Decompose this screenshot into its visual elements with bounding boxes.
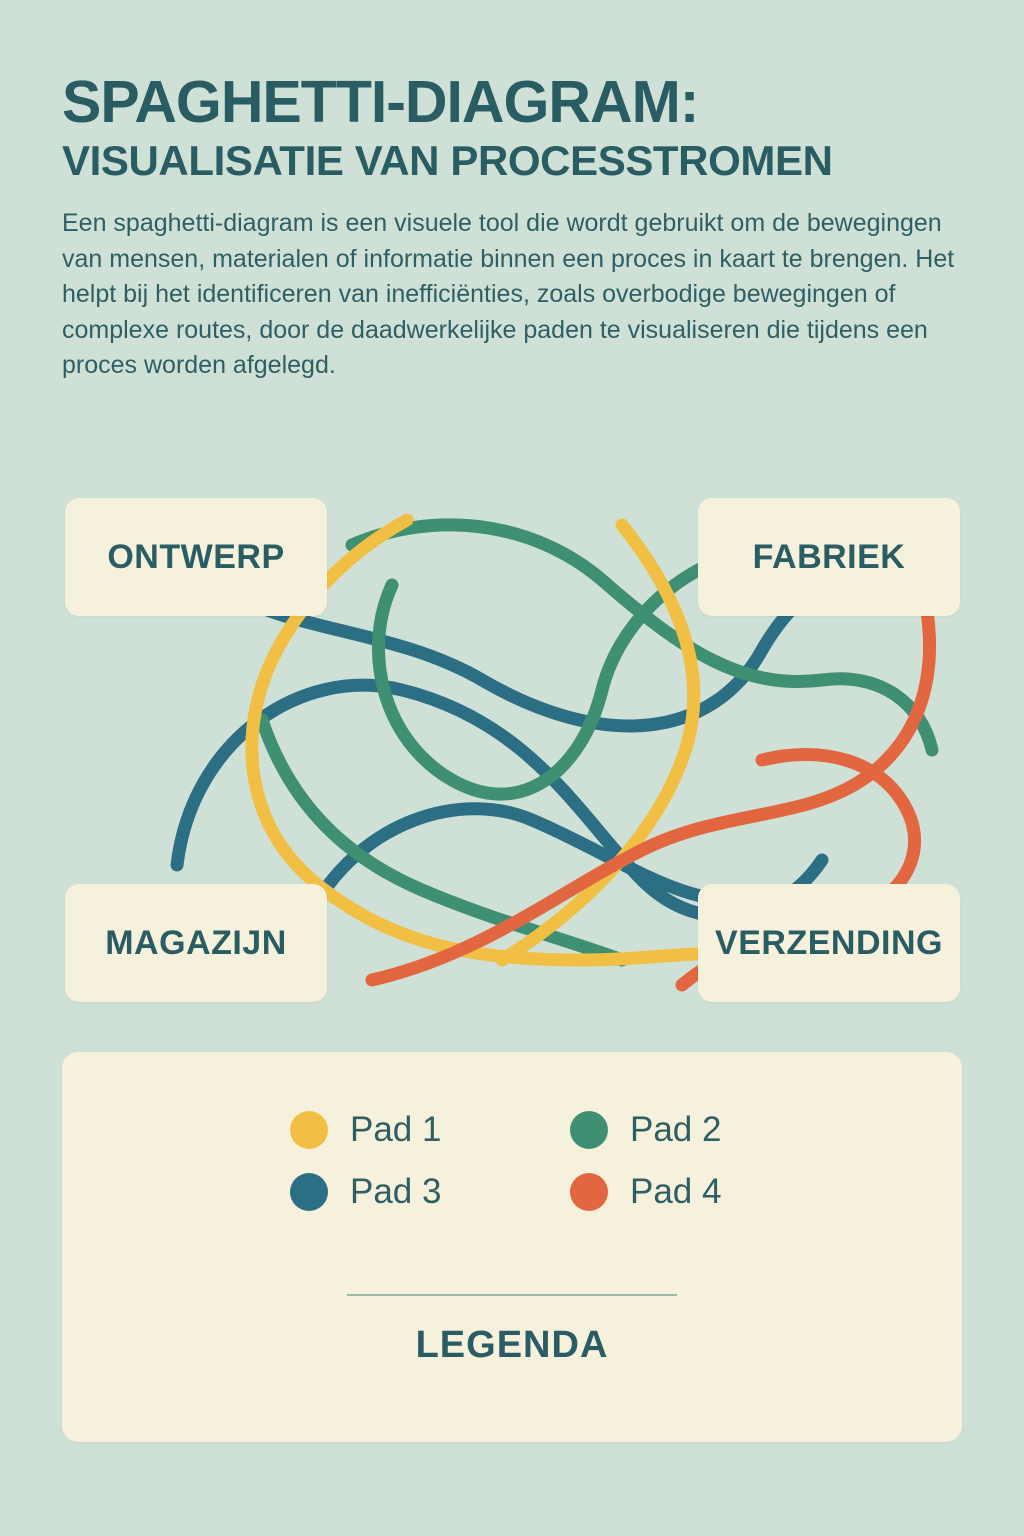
legend-items [290, 1110, 850, 1212]
legend-item-label: Pad 3 [350, 1172, 442, 1211]
legend-item-pad-3[interactable] [290, 1172, 570, 1212]
legend-item-pad-1[interactable] [290, 1110, 570, 1150]
legend-item-pad-4[interactable] [570, 1172, 850, 1212]
legend-item-label: Pad 1 [350, 1110, 442, 1149]
node-verzending-label: VERZENDING [715, 923, 943, 962]
spaghetti-diagram [62, 490, 962, 1010]
node-ontwerp-label: ONTWERP [107, 537, 285, 576]
legend-card [62, 1052, 962, 1442]
node-ontwerp[interactable] [65, 498, 327, 616]
color-swatch-pad-3 [290, 1173, 328, 1211]
legend-item-label: Pad 4 [630, 1172, 722, 1211]
node-verzending[interactable] [698, 884, 960, 1002]
page-title: SPAGHETTI-DIAGRAM: [62, 69, 699, 135]
legend-title: LEGENDA [415, 1324, 609, 1366]
color-swatch-pad-4 [570, 1173, 608, 1211]
header [62, 69, 962, 384]
color-swatch-pad-1 [290, 1111, 328, 1149]
page-subtitle: VISUALISATIE VAN PROCESSTROMEN [62, 137, 833, 185]
node-magazijn-label: MAGAZIJN [105, 923, 287, 962]
node-fabriek-label: FABRIEK [752, 537, 906, 576]
color-swatch-pad-2 [570, 1111, 608, 1149]
node-fabriek[interactable] [698, 498, 960, 616]
node-magazijn[interactable] [65, 884, 327, 1002]
flow-path-pad-3-b [177, 685, 822, 916]
legend-item-label: Pad 2 [630, 1110, 722, 1149]
legend-item-pad-2[interactable] [570, 1110, 850, 1150]
intro-paragraph: Een spaghetti-diagram is een visuele tool die wordt gebruikt om de bewegingen van mensen, materialen of informatie binnen een proces in kaart te brengen. Het helpt bij het identificeren van inefficiënties, zoals overbodige bewegingen of complexe routes, door de daadwerkelijke paden te visualiseren die tijdens een proces worden afgelegd. [62, 209, 955, 380]
legend-divider [347, 1294, 677, 1296]
